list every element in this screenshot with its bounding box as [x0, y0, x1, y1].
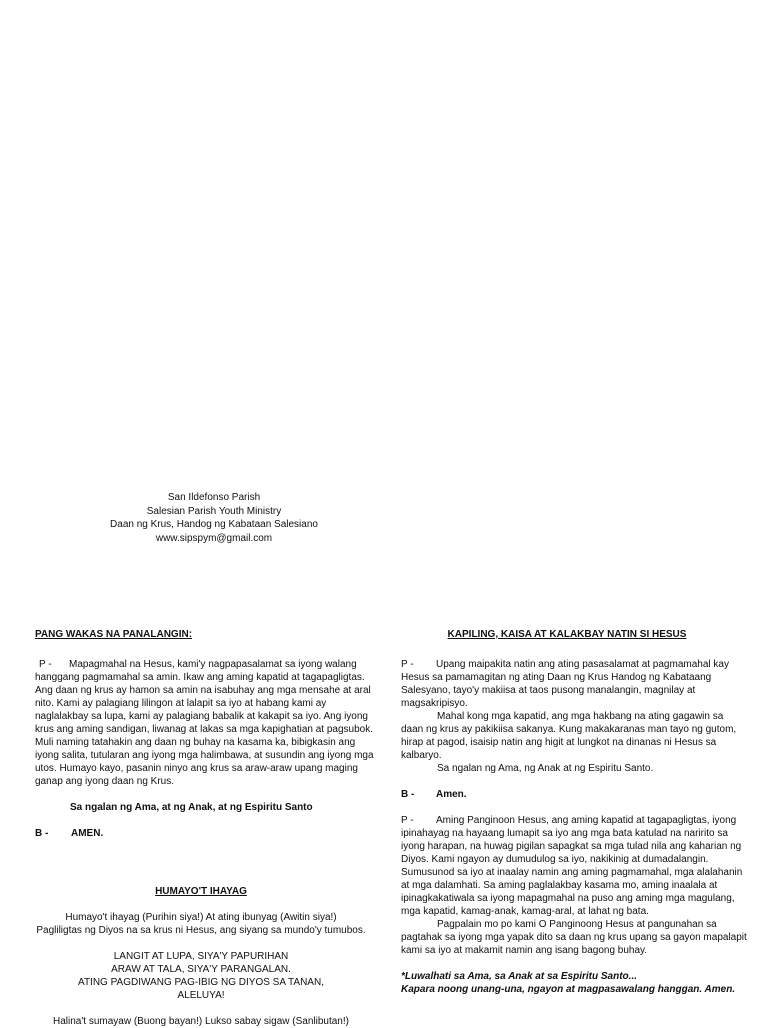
ministry-name: Salesian Parish Youth Ministry: [146, 505, 282, 517]
right-column: [401, 628, 747, 996]
song-verse-cut: Halina't sumayaw (Buong bayan!) Lukso sabay sigaw (Sanlibutan!): [53, 1016, 349, 1027]
opening-paragraph: P - Upang maipakita natin ang ating pasasalamat at pagmamahal kay Hesus sa pamamagitan ng ating Daan ng Krus Handog ng Kabataang Salesyano, tayo'y makiisa at taos pusong manalangin, magnilay at magsakripisyo.: [401, 659, 729, 709]
prayer-paragraph: P - Aming Panginoon Hesus, ang aming kapatid at tagapagligtas, iyong ipinahayag na hayaang lumapit sa iyo ang mga bata katulad na naririto sa iyong harapan, na huwag pigilan sapagkat sa mga tulad nila ang kaharian ng Diyos. Kami ngayon ay dumudulog sa iyo, nakikinig at dumadalangin. Sumusunod sa iyo at inaalay namin ang aming pagmamahal, mga alalahanin at mga dalamhati. Sa aming paglalakbay kasama mo, aming inaalala at ipinagkakatiwala sa iyong mapagmahal na puso ang aming mga magulang, mga kapatid, kamag-anak, kamag-aral, at lahat ng bata.: [401, 815, 743, 917]
response-amen-right: B - Amen.: [401, 789, 467, 800]
parish-header: [0, 491, 428, 545]
program-title: Daan ng Krus, Handog ng Kabataan Salesiano: [110, 519, 318, 530]
contact-email: www.sipspym@gmail.com: [155, 532, 273, 544]
second-paragraph: Mahal kong mga kapatid, ang mga hakbang na ating gagawin sa daan ng krus ay pakikiisa sakanya. Kung makakaranas man tayo ng gutom, hirap at pagod, isaisip natin ang higit at lungkot na dinanas ni Hesus sa kalbaryo.: [401, 711, 737, 761]
blessing-paragraph: Pagpalain mo po kami O Panginoong Hesus at pangunahan sa pagtahak sa iyong mga yapak dito sa daan ng krus upang sa gayon mapalapit kami sa iyo at makamit namin ang isang bagong buhay.: [401, 919, 747, 956]
accompany-jesus-title: KAPILING, KAISA AT KALAKBAY NATIN SI HESUS: [447, 629, 687, 640]
song-chorus: LANGIT AT LUPA, SIYA'Y PAPURIHAN ARAW AT TALA, SIYA'Y PARANGALAN. ATING PAGDIWANG PAG-IBIG NG DIYOS SA TANAN, ALELUYA!: [78, 951, 324, 1001]
sign-of-cross-right: Sa ngalan ng Ama, ng Anak at ng Espiritu Santo.: [437, 763, 654, 774]
closing-prayer-text: P - Mapagmahal na Hesus, kami'y nagpapasalamat sa iyong walang hanggang pagmamahal sa amin. Ikaw ang aming kapatid at tagapagligtas. Ang daan ng krus ay hamon sa amin na isabuhay ang mga mensahe at aral nito. Kami ay palagiang lilingon at lalapit sa iyo at habang kami ay naglalakbay sa lupa, kami ay palagiang babalik at kakapit sa iyo. Ang iyong krus ang aming sandigan, liwanag at lakas sa mga kapighatian at pagsubok. Muli naming tatahakin ang daan ng buhay na kasama ka, bibigkasin ang iyong salita, tutularan ang iyong mga halimbawa, at susundin ang iyong mga utos. Humayo kayo, pasanin ninyo ang krus sa araw-araw upang maging ganap ang iyong daan ng Krus.: [35, 659, 374, 787]
priest-label: P -: [39, 659, 52, 670]
doxology: *Luwalhati sa Ama, sa Anak at sa Espiritu Santo... Kapara noong unang-una, ngayon at magpasawalang hanggan. Amen.: [401, 971, 736, 995]
parish-name: San Ildefonso Parish: [167, 492, 261, 503]
song-intro: Humayo't ihayag (Purihin siya!) At ating ibunyag (Awitin siya!) Pagliligtas ng Diyos na sa krus ni Hesus, ang siyang sa mundo'y tumubos.: [36, 912, 366, 936]
song-title: HUMAYO'T IHAYAG: [155, 886, 247, 897]
response-amen: B - AMEN.: [35, 828, 104, 839]
left-column: [35, 628, 374, 1028]
closing-prayer-title: PANG WAKAS NA PANALANGIN:: [35, 629, 193, 640]
sign-of-cross: Sa ngalan ng Ama, at ng Anak, at ng Espiritu Santo: [70, 802, 313, 813]
